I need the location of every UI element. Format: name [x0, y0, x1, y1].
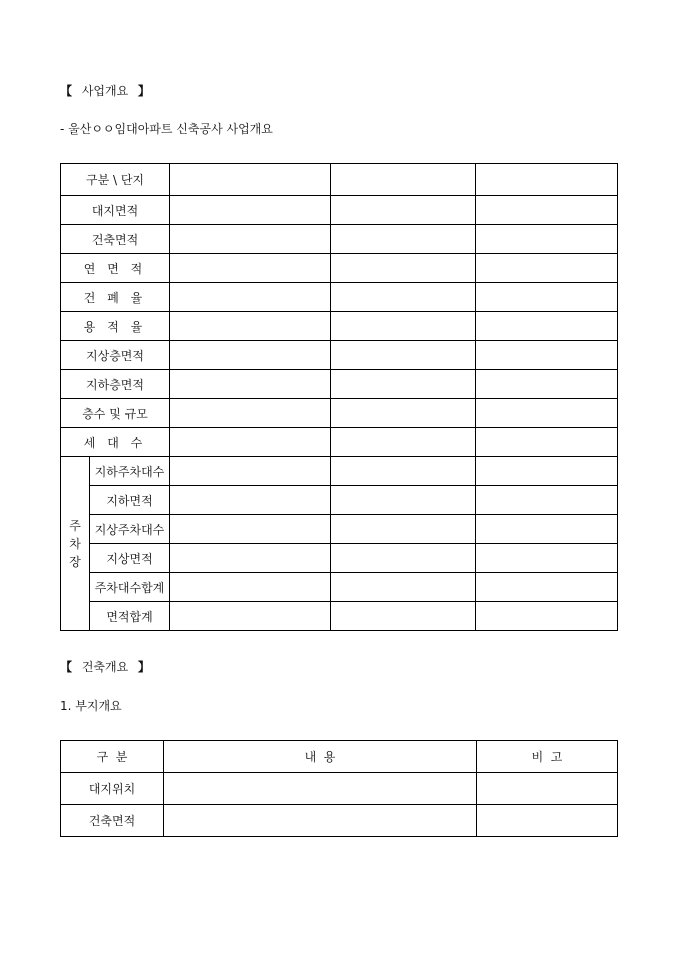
value-cell — [476, 486, 618, 515]
value-cell — [170, 225, 331, 254]
value-cell — [476, 283, 618, 312]
section1-title: 사업개요 — [81, 84, 129, 98]
value-cell — [331, 341, 476, 370]
row-label: 층수 및 규모 — [61, 399, 170, 428]
section2-title: 건축개요 — [81, 660, 129, 674]
value-cell — [331, 428, 476, 457]
table-row — [61, 283, 618, 312]
value-cell — [331, 573, 476, 602]
parking-label — [61, 457, 90, 631]
header-cell: 구 분 — [61, 741, 164, 773]
value-cell — [170, 428, 331, 457]
value-cell — [331, 283, 476, 312]
row-label: 대지면적 — [61, 196, 170, 225]
value-cell — [170, 486, 331, 515]
bracket-open: 【 — [60, 660, 73, 674]
row-label: 건 폐 율 — [61, 283, 170, 312]
row-label: 지하주차대수 — [90, 457, 170, 486]
value-cell — [477, 805, 618, 837]
table-row — [61, 515, 618, 544]
table-row — [61, 486, 618, 515]
value-cell — [476, 225, 618, 254]
row-label: 지하면적 — [90, 486, 170, 515]
value-cell — [476, 399, 618, 428]
value-cell — [476, 457, 618, 486]
table-row — [61, 370, 618, 399]
table-row — [61, 254, 618, 283]
table-row — [61, 573, 618, 602]
row-label: 지상면적 — [90, 544, 170, 573]
value-cell — [170, 341, 331, 370]
value-cell — [170, 254, 331, 283]
value-cell — [331, 254, 476, 283]
site-table — [60, 740, 618, 837]
table-row — [61, 225, 618, 254]
row-label: 건축면적 — [61, 805, 164, 837]
value-cell — [331, 486, 476, 515]
table-row — [61, 773, 618, 805]
section1-heading — [60, 82, 150, 99]
parking-char: 장 — [69, 554, 81, 569]
bracket-close: 】 — [138, 84, 151, 98]
row-label: 대지위치 — [61, 773, 164, 805]
bracket-open: 【 — [60, 84, 73, 98]
value-cell — [164, 773, 477, 805]
value-cell — [331, 196, 476, 225]
value-cell — [331, 602, 476, 631]
table-row — [61, 428, 618, 457]
value-cell — [476, 341, 618, 370]
overview-table — [60, 163, 618, 631]
value-cell — [477, 773, 618, 805]
table-row — [61, 312, 618, 341]
value-cell — [170, 283, 331, 312]
table-row — [61, 196, 618, 225]
section2-heading — [60, 658, 150, 675]
section1-subtitle: - 울산ㅇㅇ임대아파트 신축공사 사업개요 — [60, 122, 273, 136]
value-cell — [331, 399, 476, 428]
value-cell — [331, 515, 476, 544]
value-cell — [170, 515, 331, 544]
value-cell — [476, 196, 618, 225]
bracket-close: 】 — [138, 660, 151, 674]
value-cell — [476, 164, 618, 196]
value-cell — [476, 602, 618, 631]
table-row — [61, 164, 618, 196]
value-cell — [476, 370, 618, 399]
row-label: 용 적 율 — [61, 312, 170, 341]
value-cell — [476, 312, 618, 341]
row-label: 건축면적 — [61, 225, 170, 254]
value-cell — [476, 515, 618, 544]
table-row — [61, 399, 618, 428]
table-row — [61, 457, 618, 486]
row-label: 면적합계 — [90, 602, 170, 631]
value-cell — [170, 573, 331, 602]
parking-char: 주 — [69, 518, 81, 533]
value-cell — [331, 164, 476, 196]
row-label: 지상층면적 — [61, 341, 170, 370]
value-cell — [170, 196, 331, 225]
value-cell — [170, 312, 331, 341]
row-label: 세 대 수 — [61, 428, 170, 457]
header-cell: 구분 \ 단지 — [61, 164, 170, 196]
table-row — [61, 805, 618, 837]
value-cell — [170, 370, 331, 399]
header-cell: 내 용 — [164, 741, 477, 773]
value-cell — [331, 544, 476, 573]
value-cell — [170, 399, 331, 428]
row-label: 지하층면적 — [61, 370, 170, 399]
table-row — [61, 602, 618, 631]
value-cell — [476, 428, 618, 457]
row-label: 지상주차대수 — [90, 515, 170, 544]
value-cell — [170, 602, 331, 631]
value-cell — [476, 544, 618, 573]
value-cell — [170, 544, 331, 573]
value-cell — [476, 254, 618, 283]
value-cell — [331, 225, 476, 254]
value-cell — [331, 312, 476, 341]
table-row — [61, 544, 618, 573]
row-label: 주차대수합계 — [90, 573, 170, 602]
value-cell — [331, 370, 476, 399]
section2-subtitle: 1. 부지개요 — [60, 699, 122, 713]
row-label: 연 면 적 — [61, 254, 170, 283]
header-cell: 비 고 — [477, 741, 618, 773]
value-cell — [170, 457, 331, 486]
value-cell — [331, 457, 476, 486]
table-row — [61, 741, 618, 773]
value-cell — [476, 573, 618, 602]
value-cell — [164, 805, 477, 837]
table-row — [61, 341, 618, 370]
parking-char: 차 — [69, 536, 81, 551]
value-cell — [170, 164, 331, 196]
